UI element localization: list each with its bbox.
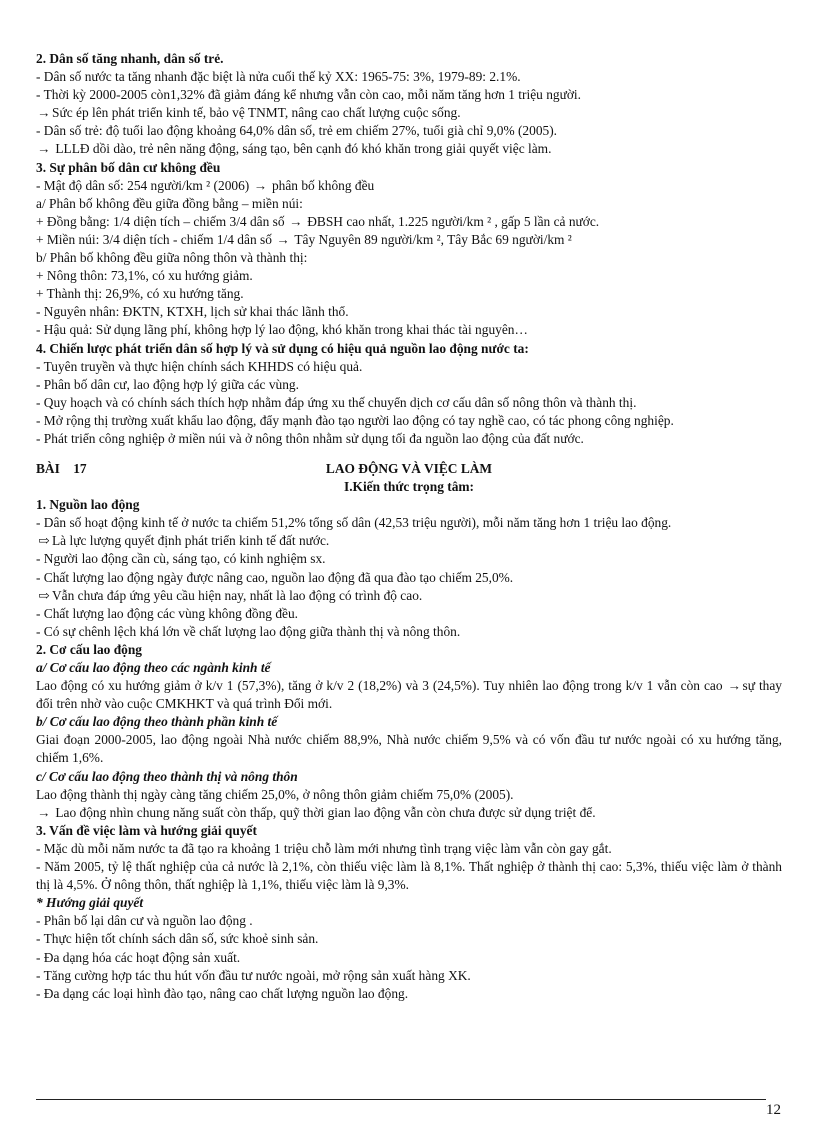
subsection-heading: c/ Cơ cấu lao động theo thành thị và nông thôn: [36, 768, 298, 784]
text-line: - Mở rộng thị trường xuất khẩu lao động, đẩy mạnh đào tạo người lao động có tay nghề cao, có tác phong công nghiệp.: [36, 412, 674, 428]
section-heading: 3. Vấn đề việc làm và hướng giải quyết: [36, 822, 257, 838]
lesson-header: [36, 460, 782, 478]
arrow-icon: →: [276, 231, 290, 247]
text-line: →Sức ép lên phát triển kinh tế, bảo vệ TNMT, nâng cao chất lượng cuộc sống.: [36, 104, 782, 122]
lesson-subtitle: I.Kiến thức trọng tâm:: [343, 479, 475, 495]
text-line: + Miền núi: 3/4 diện tích - chiếm 1/4 dân số → Tây Nguyên 89 người/km ², Tây Bắc 69 người/km ²: [36, 231, 782, 249]
text-line: - Dân số nước ta tăng nhanh đặc biệt là nửa cuối thế kỷ XX: 1965-75: 3%, 1979-89: 2.1%.: [36, 69, 521, 85]
page-content: [36, 50, 782, 1003]
section-heading: 2. Dân số tăng nhanh, dân số trẻ.: [36, 51, 224, 66]
text-line: Lao động có xu hướng giảm ở k/v 1 (57,3%), tăng ở k/v 2 (18,2%) và 3 (24,5%). Tuy nhiên lao động trong k/v 1 vẫn còn cao →sự thay đổi trên nhờ vào cuộc CMKHKT và quá trình Đổi mới.: [36, 678, 782, 712]
subsection-heading: b/ Cơ cấu lao động theo thành phần kinh tế: [36, 714, 278, 730]
page-number: 12: [766, 1102, 781, 1118]
text-line: - Mật độ dân số: 254 người/km ² (2006) → phân bố không đều: [36, 177, 782, 195]
text-line: - Dân số trẻ: độ tuổi lao động khoảng 64,0% dân số, trẻ em chiếm 27%, tuổi già chỉ 9,0% (2005).: [36, 123, 558, 139]
text-line: + Đồng bằng: 1/4 diện tích – chiếm 3/4 dân số → ĐBSH cao nhất, 1.225 người/km ² , gấp 5 lần cả nước.: [36, 213, 782, 231]
arrow-icon: →: [37, 105, 51, 121]
text-line: - Dân số hoạt động kinh tế ở nước ta chiếm 51,2% tổng số dân (42,53 triệu người), mỗi năm tăng hơn 1 triệu lao động.: [36, 515, 672, 531]
text-line: Lao động thành thị ngày càng tăng chiếm 25,0%, ở nông thôn giảm chiếm 75,0% (2005).: [36, 786, 514, 802]
text-line: - Có sự chênh lệch khá lớn về chất lượng lao động giữa thành thị và nông thôn.: [36, 623, 461, 639]
text-line: → Lao động nhìn chung năng suất còn thấp, quỹ thời gian lao động vẫn còn chưa được sử dụng triệt để.: [36, 804, 782, 822]
text-line: - Mặc dù mỗi năm nước ta đã tạo ra khoảng 1 triệu chỗ làm mới nhưng tình trạng việc làm vẫn còn gay gắt.: [36, 840, 612, 856]
text-line: - Phân bố lại dân cư và nguồn lao động .: [36, 913, 253, 929]
text-line: - Năm 2005, tỷ lệ thất nghiệp của cả nước là 2,1%, còn thiếu việc làm là 8,1%. Thất nghiệp ở thành thị cao: 5,3%, thiếu việc làm ở thành thị là 4,5%. Ở nông thôn, thất nghiệp là 1,1%, thiếu việc làm là 9,3%.: [36, 859, 782, 893]
text-line: - Người lao động cần cù, sáng tạo, có kinh nghiệm sx.: [36, 551, 326, 567]
text-line: b/ Phân bố không đều giữa nông thôn và thành thị:: [36, 250, 308, 266]
arrow-icon: →: [289, 213, 303, 229]
subsection-heading: a/ Cơ cấu lao động theo các ngành kinh tế: [36, 660, 271, 675]
hollow-arrow-icon: ⇨: [38, 587, 50, 603]
text-line: ⇨ Là lực lượng quyết định phát triển kinh tế đất nước.: [36, 532, 782, 550]
hollow-arrow-icon: ⇨: [38, 533, 50, 549]
lesson-number: BÀI 17: [36, 461, 87, 477]
text-line: - Tăng cường hợp tác thu hút vốn đầu tư nước ngoài, mở rộng sản xuất hàng XK.: [36, 967, 471, 983]
text-line: - Đa dạng hóa các hoạt động sản xuất.: [36, 949, 241, 965]
arrow-icon: →: [37, 804, 51, 820]
text-line: - Hậu quả: Sử dụng lãng phí, không hợp lý lao động, khó khăn trong khai thác tài nguyên…: [36, 322, 528, 338]
section-heading: 1. Nguồn lao động: [36, 497, 140, 513]
section-heading: 4. Chiến lược phát triển dân số hợp lý và sử dụng có hiệu quả nguồn lao động nước ta:: [36, 340, 529, 356]
subsection-heading: * Hướng giải quyết: [36, 895, 144, 911]
text-line: - Tuyên truyền và thực hiện chính sách KHHDS có hiệu quả.: [36, 358, 363, 374]
text-line: → LLLĐ dồi dào, trẻ nên năng động, sáng tạo, bên cạnh đó khó khăn trong giải quyết việc làm.: [36, 140, 782, 158]
text-line: - Chất lượng lao động các vùng không đồng đều.: [36, 605, 299, 621]
lesson-title: LAO ĐỘNG VÀ VIỆC LÀM: [325, 461, 493, 477]
section-heading: 2. Cơ cấu lao động: [36, 641, 143, 657]
text-line: a/ Phân bố không đều giữa đồng bằng – miền núi:: [36, 195, 303, 211]
arrow-icon: →: [727, 678, 742, 694]
text-line: - Chất lượng lao động ngày được nâng cao, nguồn lao động đã qua đào tạo chiếm 25,0%.: [36, 569, 514, 585]
text-line: - Thực hiện tốt chính sách dân số, sức khoẻ sinh sản.: [36, 931, 319, 947]
text-line: + Thành thị: 26,9%, có xu hướng tăng.: [36, 286, 244, 302]
text-line: + Nông thôn: 73,1%, có xu hướng giảm.: [36, 268, 253, 284]
text-line: - Phân bố dân cư, lao động hợp lý giữa các vùng.: [36, 376, 299, 392]
text-line: - Thời kỳ 2000-2005 còn1,32% đã giảm đáng kể nhưng vẫn còn cao, mỗi năm tăng hơn 1 triệu người.: [36, 87, 581, 103]
arrow-icon: →: [37, 141, 51, 157]
footer-divider: [36, 1099, 766, 1100]
text-line: - Quy hoạch và có chính sách thích hợp nhằm đáp ứng xu thế chuyển dịch cơ cấu dân số nông thôn và thành thị.: [36, 394, 637, 410]
arrow-icon: →: [253, 177, 268, 193]
section-heading: 3. Sự phân bố dân cư không đều: [36, 159, 221, 175]
text-line: Giai đoạn 2000-2005, lao động ngoài Nhà nước chiếm 88,9%, Nhà nước chiếm 9,5% và có vốn đầu tư nước ngoài có xu hướng tăng, chiếm 1,6%.: [36, 732, 782, 766]
text-line: - Nguyên nhân: ĐKTN, KTXH, lịch sử khai thác lãnh thổ.: [36, 304, 349, 320]
text-line: ⇨ Vẫn chưa đáp ứng yêu cầu hiện nay, nhất là lao động có trình độ cao.: [36, 587, 782, 605]
text-line: - Phát triển công nghiệp ở miền núi và ở nông thôn nhằm sử dụng tối đa nguồn lao động của đất nước.: [36, 430, 584, 446]
text-line: - Đa dạng các loại hình đào tạo, nâng cao chất lượng nguồn lao động.: [36, 985, 409, 1001]
